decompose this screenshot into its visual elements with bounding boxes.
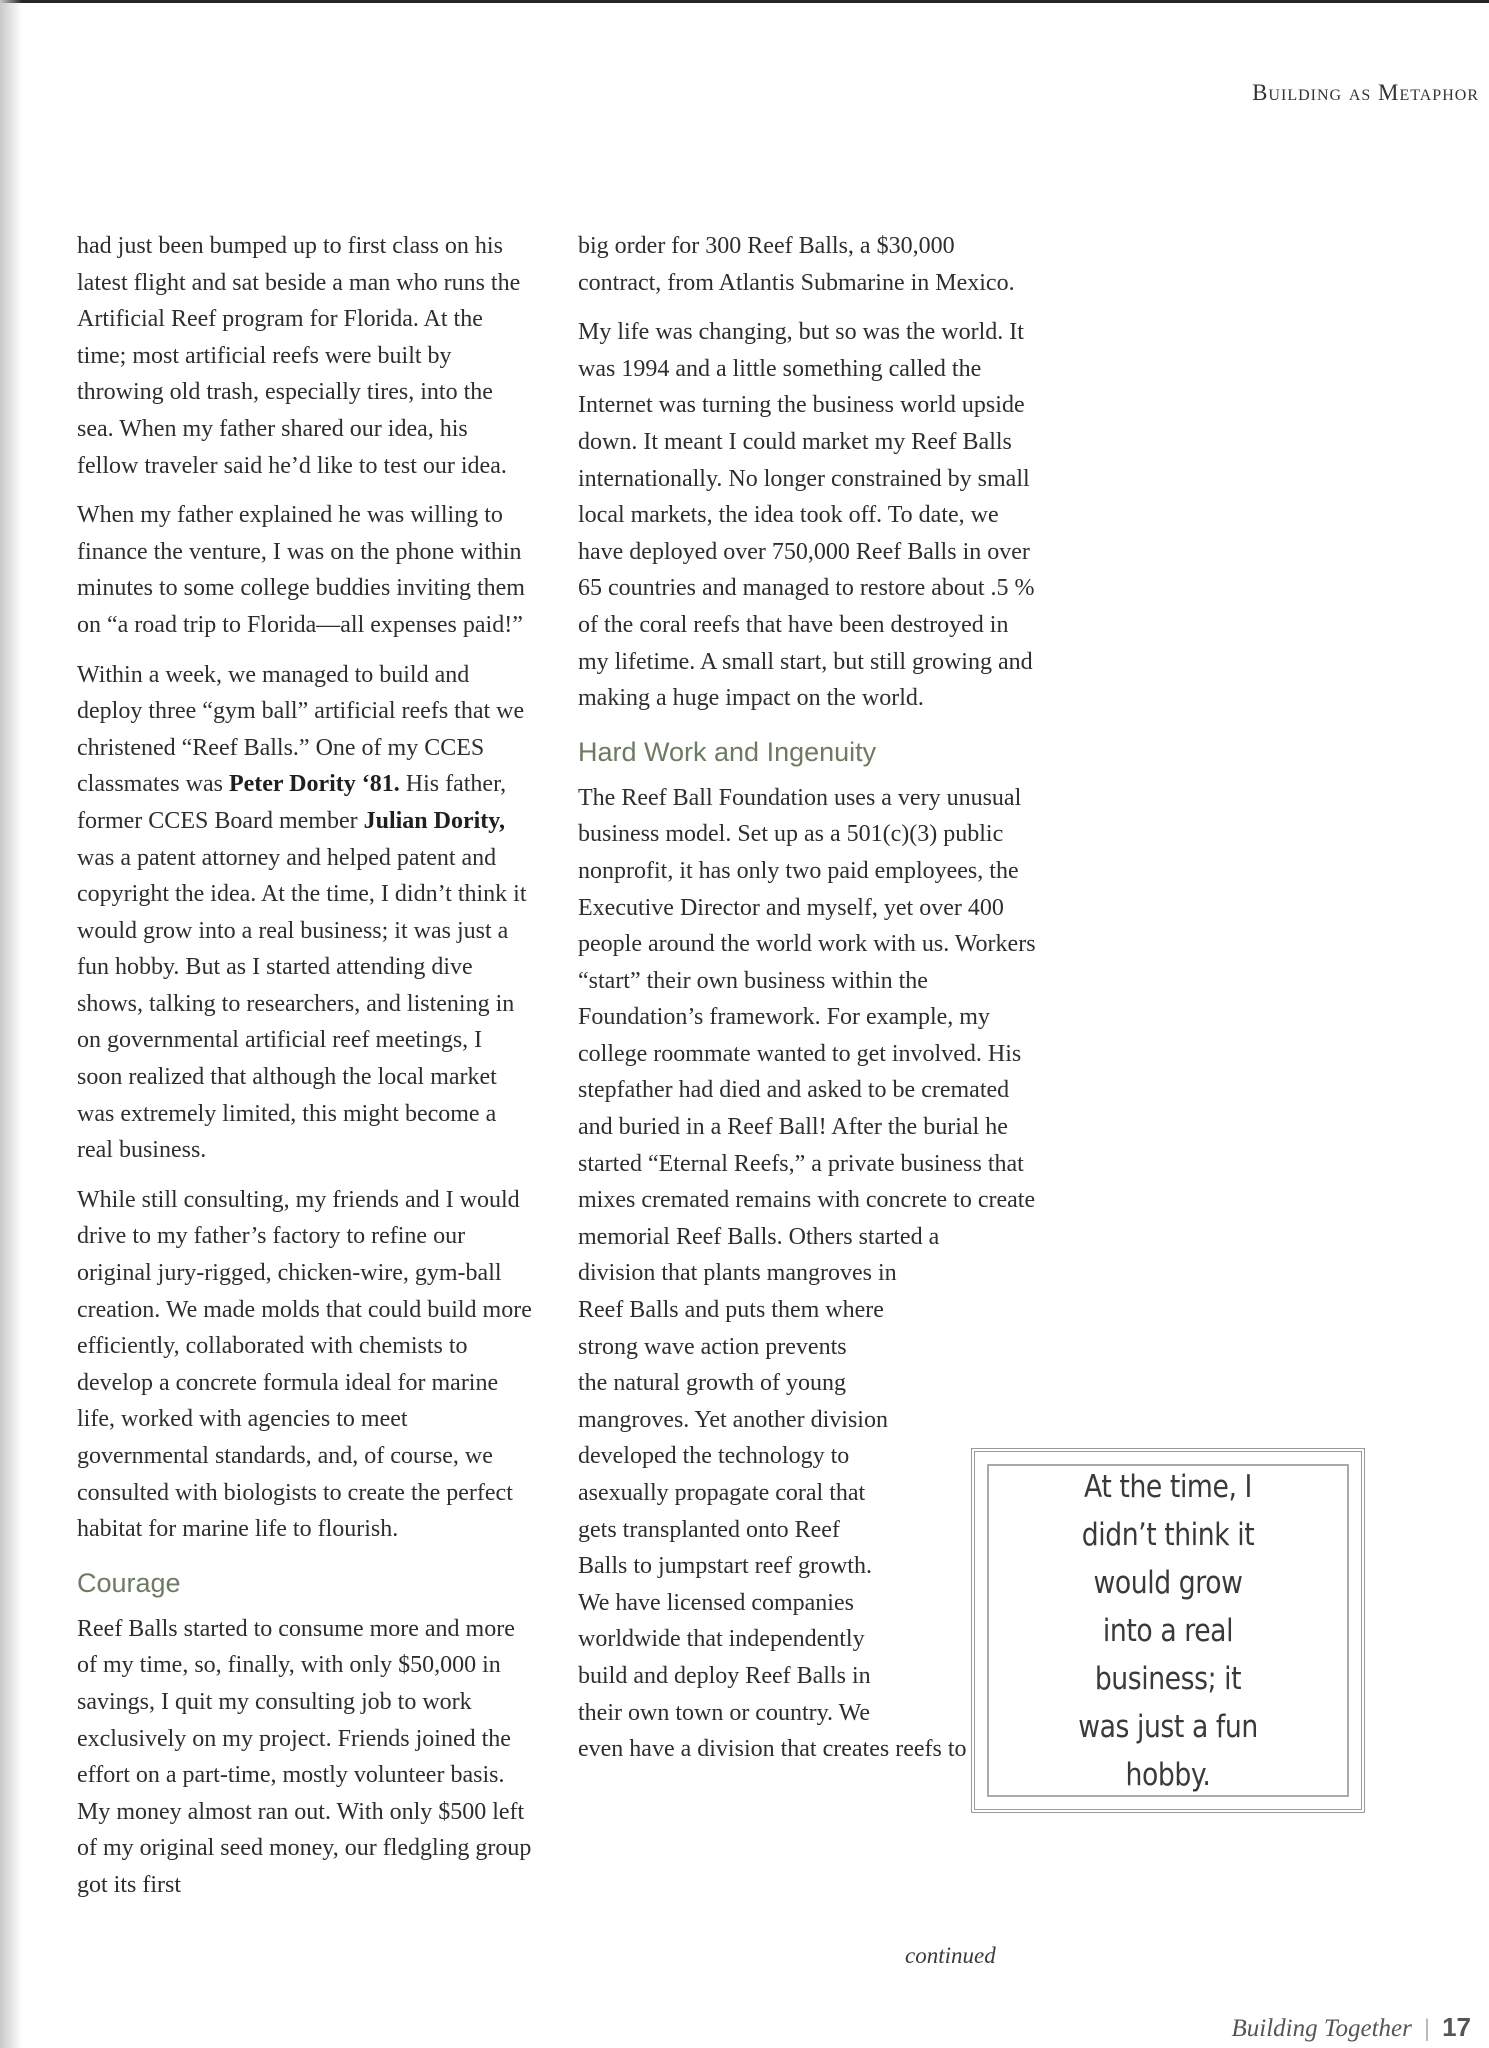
paragraph: had just been bumped up to first class on his latest flight and sat beside a man who runs the Artificial Reef program for Florida. At the time; most artificial reefs were built by throwing old trash, especially tires, into the sea. When my father shared our idea, his fellow traveler said he’d like to test our idea. — [77, 233, 521, 479]
text-line: mangroves. Yet another division — [578, 1406, 888, 1433]
pullquote-inner-frame — [987, 1464, 1349, 1797]
text-line: worldwide that independently — [578, 1626, 865, 1653]
article-column-left — [77, 228, 532, 1917]
paragraph-text: Within a week, we managed to build and deploy three “gym ball” artificial reefs that we christened “Reef Balls.” One of my CCES classmates was — [77, 661, 525, 798]
page-footer — [1232, 2012, 1472, 2043]
person-name: Peter Dority ‘81. — [228, 771, 400, 798]
text-line: Balls to jumpstart reef growth. — [578, 1553, 872, 1580]
paragraph: big order for 300 Reef Balls, a $30,000 contract, from Atlantis Submarine in Mexico. — [578, 233, 1015, 296]
pullquote-box — [971, 1448, 1365, 1813]
text-line: asexually propagate coral that — [578, 1480, 866, 1506]
text-line: We have licensed companies — [578, 1589, 854, 1616]
paragraph: Reef Balls started to consume more and more of my time, so, finally, with only $50,000 in savings, I quit my consulting job to work exclusively on my project. Friends joined the effort on a part-time, mostly volunteer basis. My money almost ran out. With only $500 left of my original seed money, our fledgling group got its first — [77, 1615, 532, 1898]
paragraph: When my father explained he was willing to finance the venture, I was on the phone within minutes to some college buddies inviting them on “a road trip to Florida—all expenses paid!” — [77, 502, 525, 638]
page-number: 17 — [1442, 2012, 1471, 2042]
text-line: even have a division that creates reefs to — [578, 1736, 967, 1763]
paragraph-text: was a patent attorney and helped patent and copyright the idea. At the time, I didn’t think it would grow into a real business; it was just a fun hobby. But as I started attending dive shows, talking to researchers, and listening in on governmental artificial reef meetings, I soon realized that although the local market was extremely limited, this might become a real business. — [77, 844, 527, 1164]
text-line: build and deploy Reef Balls in — [578, 1662, 871, 1689]
continued-label: continued — [905, 1943, 996, 1968]
paragraph: The Reef Ball Foundation uses a very unusual business model. Set up as a 501(c)(3) public nonprofit, it has only two paid employees, the Executive Director and myself, yet over 400 people around the world work with us. Workers “start” their own business within the Foundation’s framework. For example, my college roommate wanted to get involved. His stepfather had died and asked to be cremated and buried in a Reef Ball! After the burial he started “Eternal Reefs,” a private business that mixes cremated remains with concrete to create memorial Reef Balls. Others started a — [578, 784, 1036, 1250]
paragraph: While still consulting, my friends and I would drive to my father’s factory to refine our original jury-rigged, chicken-wire, gym-ball creation. We made molds that could build more efficiently, collaborated with chemists to develop a concrete formula ideal for marine life, worked with agencies to meet governmental standards, and, of course, we consulted with biologists to create the perfect habitat for marine life to flourish. — [77, 1186, 532, 1543]
publication-title: Building Together — [1231, 2015, 1412, 2042]
text-line: developed the technology to — [578, 1443, 850, 1470]
page-gutter-shadow — [0, 0, 22, 2048]
top-rule — [0, 0, 1489, 3]
paragraph — [77, 657, 532, 1169]
paragraph-wrapped-around-pullquote — [578, 1255, 967, 1767]
text-line: Reef Balls and puts them where — [578, 1297, 884, 1324]
section-heading: Courage — [77, 1567, 181, 1598]
section-heading: Hard Work and Ingenuity — [578, 736, 877, 767]
text-line: gets transplanted onto Reef — [578, 1516, 840, 1543]
person-name: Julian Dority, — [363, 807, 505, 834]
pullquote-text: At the time, I didn’t think it would grow into a real business; it was just a fun hobby. — [1078, 1468, 1258, 1793]
paragraph: My life was changing, but so was the world. It was 1994 and a little something called the Internet was turning the business world upside down. It meant I could market my Reef Balls internationally. No longer constrained by small local markets, the idea took off. To date, we have deployed over 750,000 Reef Balls in over 65 countries and managed to restore about .5 % of the coral reefs that have been destroyed in my lifetime. A small start, but still growing and making a huge impact on the world. — [578, 319, 1035, 712]
paragraph-text: His father, former CCES Board member — [77, 771, 507, 834]
text-line: the natural growth of young — [578, 1370, 846, 1397]
text-line: their own town or country. We — [578, 1699, 871, 1726]
text-line: division that plants mangroves in — [578, 1260, 897, 1287]
footer-separator: | — [1423, 2015, 1431, 2042]
article-column-right — [578, 228, 1038, 1768]
text-line: strong wave action prevents — [578, 1333, 847, 1360]
running-head: Building as Metaphor — [1252, 80, 1479, 105]
